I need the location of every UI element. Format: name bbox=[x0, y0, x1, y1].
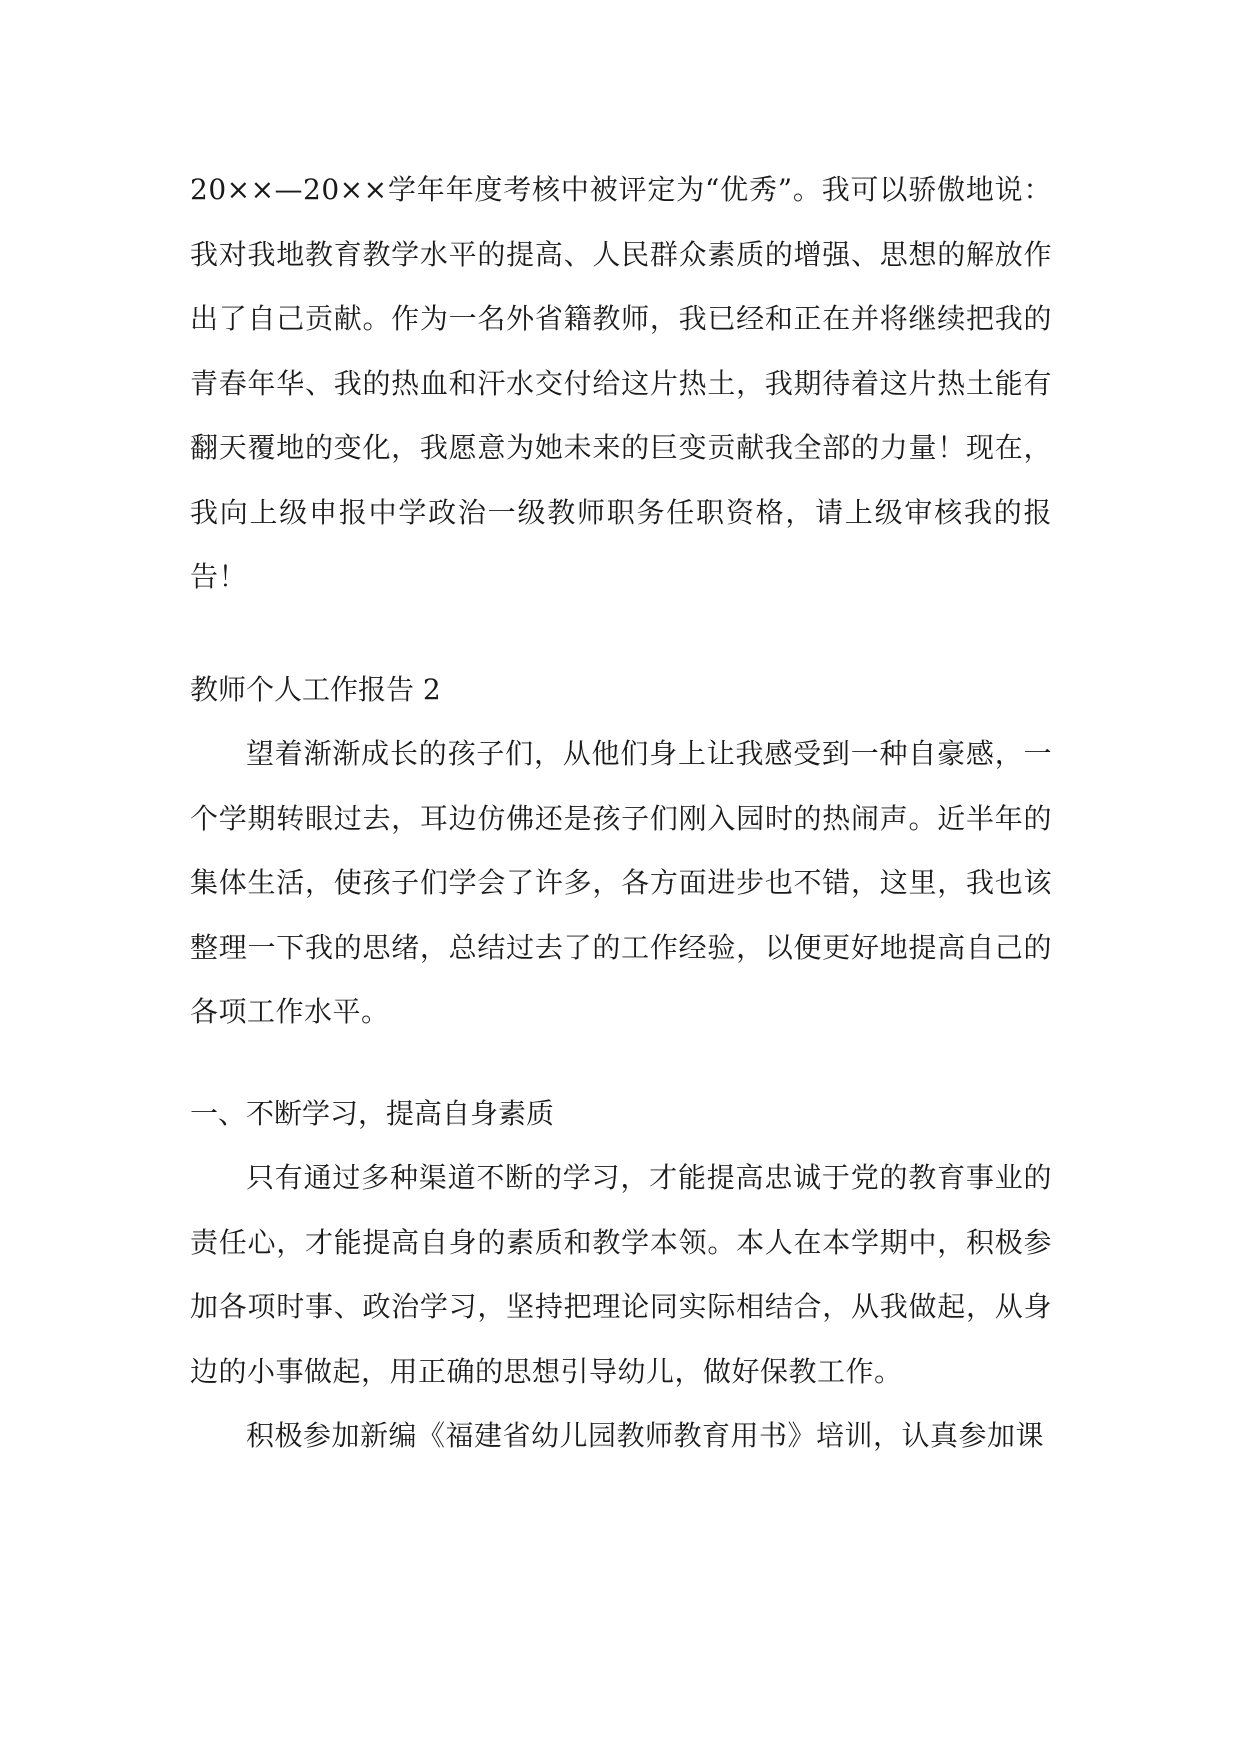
report-1-closing-paragraph: 20××—20××学年年度考核中被评定为“优秀”。我可以骄傲地说：我对我地教育教学水平的提高、人民群众素质的增强、思想的解放作出了自己贡献。作为一名外省籍教师，我已经和正在并将继续把我的青春年华、我的热血和汗水交付给这片热土，我期待着这片热土能有翻天覆地的变化，我愿意为她未来的巨变贡献我全部的力量！现在，我向上级申报中学政治一级教师职务任职资格，请上级审核我的报告！ bbox=[190, 173, 1052, 593]
report-2-intro-paragraph: 望着渐渐成长的孩子们，从他们身上让我感受到一种自豪感，一个学期转眼过去，耳边仿佛还是孩子们刚入园时的热闹声。近半年的集体生活，使孩子们学会了许多，各方面进步也不错，这里，我也该整理一下我的思绪，总结过去了的工作经验，以便更好地提高自己的各项工作水平。 bbox=[190, 737, 1052, 1028]
report-2-title: 教师个人工作报告 2 bbox=[190, 673, 441, 706]
section-1-paragraph: 只有通过多种渠道不断的学习，才能提高忠诚于党的教育事业的责任心，才能提高自身的素质和教学本领。本人在本学期中，积极参加各项时事、政治学习，坚持把理论同实际相结合，从我做起，从身边的小事做起，用正确的思想引导幼儿，做好保教工作。 bbox=[190, 1161, 1052, 1388]
section-1-heading: 一、不断学习，提高自身素质 bbox=[190, 1097, 555, 1130]
section-1-training-paragraph: 积极参加新编《福建省幼儿园教师教育用书》培训，认真参加课 bbox=[246, 1419, 1045, 1452]
